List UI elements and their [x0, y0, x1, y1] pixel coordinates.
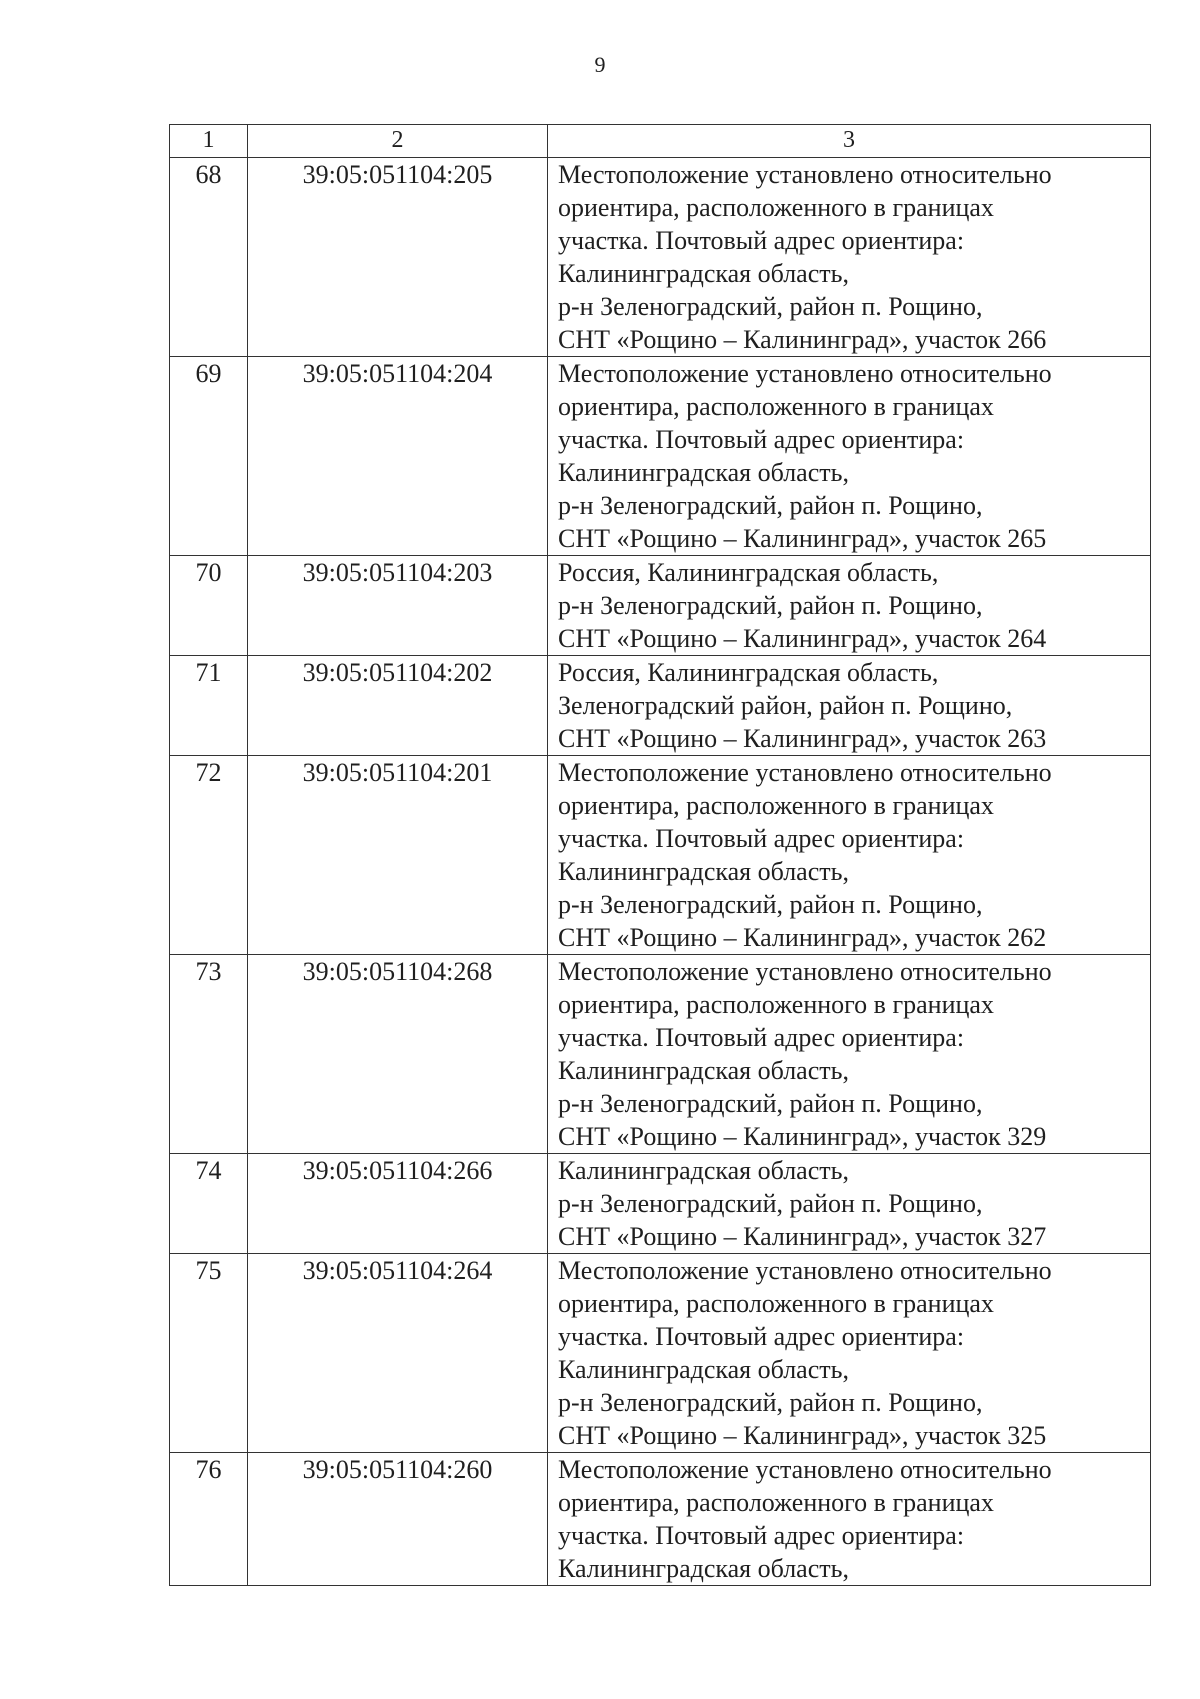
address-line: Калининградская область, — [558, 1355, 849, 1384]
address-cell — [548, 656, 1151, 756]
address-line: СНТ «Рощино – Калининград», участок 325 — [558, 1421, 1047, 1450]
row-number-cell: 74 — [170, 1154, 248, 1254]
address-line: р-н Зеленоградский, район п. Рощино, — [558, 890, 983, 919]
column-header-2: 2 — [248, 125, 548, 158]
address-line: Калининградская область, — [558, 259, 849, 288]
address-line: Местоположение установлено относительно — [558, 758, 1052, 787]
row-number-cell: 70 — [170, 556, 248, 656]
address-line: ориентира, расположенного в границах — [558, 1289, 994, 1318]
address-cell — [548, 357, 1151, 556]
address-line: участка. Почтовый адрес ориентира: — [558, 1023, 965, 1052]
address-line: СНТ «Рощино – Калининград», участок 263 — [558, 724, 1047, 753]
address-line: Местоположение установлено относительно — [558, 1455, 1052, 1484]
column-header-3: 3 — [548, 125, 1151, 158]
address-line: участка. Почтовый адрес ориентира: — [558, 1322, 965, 1351]
address-line: ориентира, расположенного в границах — [558, 392, 994, 421]
address-cell — [548, 1254, 1151, 1453]
address-line: р-н Зеленоградский, район п. Рощино, — [558, 491, 983, 520]
cadastral-number-cell: 39:05:051104:266 — [248, 1154, 548, 1254]
address-line: участка. Почтовый адрес ориентира: — [558, 425, 965, 454]
table-header-row — [170, 125, 1151, 158]
address-line: Местоположение установлено относительно — [558, 957, 1052, 986]
table-row — [170, 1254, 1151, 1453]
table-row — [170, 556, 1151, 656]
table-row — [170, 756, 1151, 955]
address-line: р-н Зеленоградский, район п. Рощино, — [558, 1189, 983, 1218]
address-line: Зеленоградский район, район п. Рощино, — [558, 691, 1013, 720]
address-line: р-н Зеленоградский, район п. Рощино, — [558, 1089, 983, 1118]
address-cell — [548, 1453, 1151, 1586]
address-line: Калининградская область, — [558, 458, 849, 487]
row-number-cell: 69 — [170, 357, 248, 556]
address-line: Местоположение установлено относительно — [558, 1256, 1052, 1285]
address-line: ориентира, расположенного в границах — [558, 791, 994, 820]
address-line: СНТ «Рощино – Калининград», участок 262 — [558, 923, 1047, 952]
address-line: Местоположение установлено относительно — [558, 359, 1052, 388]
table-body — [170, 125, 1151, 1586]
address-line: СНТ «Рощино – Калининград», участок 327 — [558, 1222, 1047, 1251]
address-cell — [548, 1154, 1151, 1254]
address-line: Россия, Калининградская область, — [558, 658, 939, 687]
column-header-1: 1 — [170, 125, 248, 158]
address-line: участка. Почтовый адрес ориентира: — [558, 226, 965, 255]
row-number-cell: 68 — [170, 158, 248, 357]
address-line: участка. Почтовый адрес ориентира: — [558, 1521, 965, 1550]
table-row — [170, 158, 1151, 357]
row-number-cell: 72 — [170, 756, 248, 955]
address-line: р-н Зеленоградский, район п. Рощино, — [558, 591, 983, 620]
address-cell — [548, 556, 1151, 656]
row-number-cell: 75 — [170, 1254, 248, 1453]
address-line: Калининградская область, — [558, 857, 849, 886]
address-cell — [548, 955, 1151, 1154]
cadastral-number-cell: 39:05:051104:201 — [248, 756, 548, 955]
cadastral-number-cell: 39:05:051104:264 — [248, 1254, 548, 1453]
address-line: ориентира, расположенного в границах — [558, 990, 994, 1019]
address-line: СНТ «Рощино – Калининград», участок 266 — [558, 325, 1047, 354]
row-number-cell: 76 — [170, 1453, 248, 1586]
address-line: СНТ «Рощино – Калининград», участок 265 — [558, 524, 1047, 553]
address-line: участка. Почтовый адрес ориентира: — [558, 824, 965, 853]
table-row — [170, 955, 1151, 1154]
address-line: Местоположение установлено относительно — [558, 160, 1052, 189]
row-number-cell: 73 — [170, 955, 248, 1154]
address-line: ориентира, расположенного в границах — [558, 1488, 994, 1517]
address-line: Россия, Калининградская область, — [558, 558, 939, 587]
row-number-cell: 71 — [170, 656, 248, 756]
table-row — [170, 656, 1151, 756]
table-row — [170, 1453, 1151, 1586]
cadastral-number-cell: 39:05:051104:204 — [248, 357, 548, 556]
table-row — [170, 1154, 1151, 1254]
address-line: ориентира, расположенного в границах — [558, 193, 994, 222]
address-line: СНТ «Рощино – Калининград», участок 329 — [558, 1122, 1047, 1151]
table-row — [170, 357, 1151, 556]
address-cell — [548, 158, 1151, 357]
cadastral-number-cell: 39:05:051104:260 — [248, 1453, 548, 1586]
cadastral-number-cell: 39:05:051104:202 — [248, 656, 548, 756]
land-plots-table — [169, 124, 1151, 1586]
page-number: 9 — [594, 52, 606, 77]
address-line: р-н Зеленоградский, район п. Рощино, — [558, 1388, 983, 1417]
address-line: р-н Зеленоградский, район п. Рощино, — [558, 292, 983, 321]
cadastral-number-cell: 39:05:051104:205 — [248, 158, 548, 357]
cadastral-number-cell: 39:05:051104:203 — [248, 556, 548, 656]
address-line: Калининградская область, — [558, 1156, 849, 1185]
address-line: Калининградская область, — [558, 1056, 849, 1085]
address-line: Калининградская область, — [558, 1554, 849, 1583]
address-cell — [548, 756, 1151, 955]
address-line: СНТ «Рощино – Калининград», участок 264 — [558, 624, 1047, 653]
cadastral-number-cell: 39:05:051104:268 — [248, 955, 548, 1154]
